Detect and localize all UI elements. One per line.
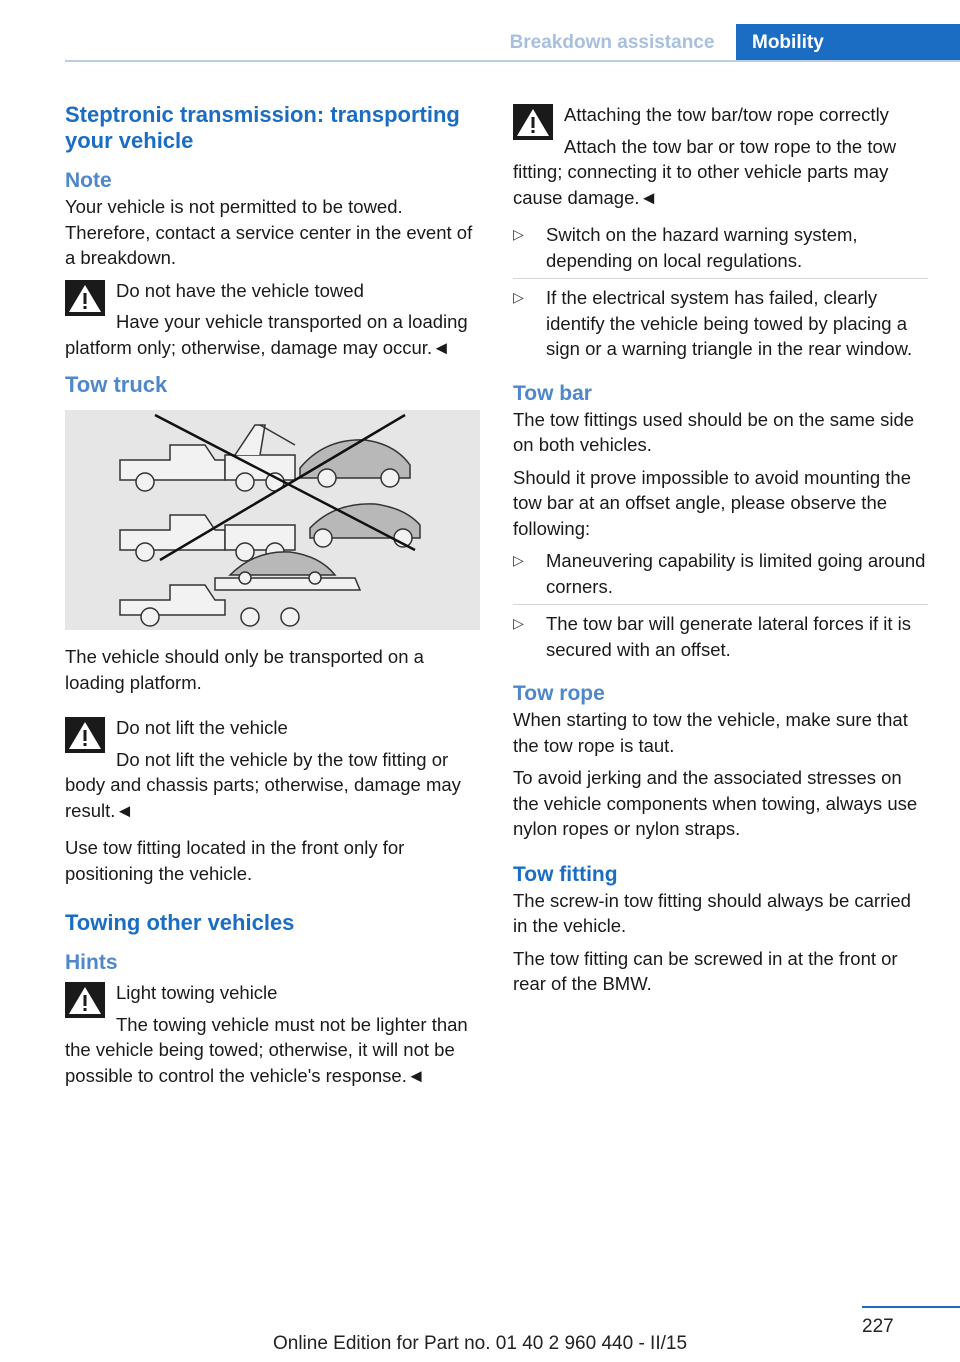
tow-fitting-text-2: The tow fitting can be screwed in at the front or rear of the BMW. [513,947,898,994]
warning-body: Do not lift the vehicle by the tow fitting or body and chassis parts; otherwise, damage may result.◄ [65,748,461,821]
edition-footer: Online Edition for Part no. 01 40 2 960 440 - II/15 [272,1333,688,1354]
list-item: ▷ Maneuvering capability is limited going around corners. [513,548,928,605]
tow-truck-drawing [65,410,480,630]
header-tab-breakdown[interactable]: Breakdown assistance [509,32,715,53]
heading-note: Note [65,169,112,192]
heading-tow-rope: Tow rope [513,682,605,705]
heading-tow-fitting: Tow fitting [513,862,618,886]
list-item: ▷ If the electrical system has failed, clearly identify the vehicle being towed by placing a sign or a warning triangle in the rear window. [513,285,928,367]
warning-title: Attaching the tow bar/tow rope correctly [564,104,889,125]
tow-bar-text-1: The tow fittings used should be on the same side on both vehicles. [513,408,915,455]
right-column [513,102,928,1004]
warning-attach-tow-bar [513,102,928,210]
warning-triangle-icon [513,104,553,140]
tow-rope-text-1: When starting to tow the vehicle, make sure that the tow rope is taut. [513,709,908,756]
header-rule [65,60,960,62]
heading-tow-truck: Tow truck [65,372,168,397]
warning-body: The towing vehicle must not be lighter than the vehicle being towed; otherwise, it will not be possible to control the vehicle's response.◄ [65,1013,468,1086]
tow-bar-bullet-list [513,548,928,667]
list-item: ▷ Switch on the hazard warning system, depending on local regulations. [513,222,928,279]
heading-tow-bar: Tow bar [513,381,592,405]
heading-steptronic: Steptronic transmission: transporting your vehicle [65,102,460,153]
tow-bar-text-2: Should it prove impossible to avoid mounting the tow bar at an offset angle, please observe the following: [513,466,911,539]
heading-towing-other: Towing other vehicles [65,910,295,935]
loading-platform-text: The vehicle should only be transported on a loading platform. [65,646,424,693]
footer-rule [862,1306,960,1308]
front-fitting-text: Use tow fitting located in the front only for positioning the vehicle. [65,837,405,884]
tow-fitting-text-1: The screw-in tow fitting should always be carried in the vehicle. [513,889,911,936]
warning-not-towed [65,278,483,361]
warning-title: Do not have the vehicle towed [116,279,364,301]
note-text: Your vehicle is not permitted to be towed. Therefore, contact a service center in the event of a breakdown. [65,196,473,268]
heading-hints: Hints [65,951,118,974]
warning-triangle-icon [65,982,105,1018]
hazard-bullet-list [513,222,928,367]
warning-light-towing [65,980,483,1088]
page-number: 227 [862,1316,894,1337]
header-tab-mobility[interactable]: Mobility [736,24,960,62]
warning-do-not-lift [65,715,483,823]
tow-rope-text-2: To avoid jerking and the associated stresses on the vehicle components when towing, always use nylon ropes or nylon straps. [513,767,918,839]
warning-triangle-icon [65,717,105,753]
left-column [65,102,483,1100]
warning-title: Do not lift the vehicle [116,717,288,738]
tow-truck-illustration [65,410,480,630]
list-item: ▷ The tow bar will generate lateral forces if it is secured with an offset. [513,611,928,667]
warning-body: Attach the tow bar or tow rope to the tow fitting; connecting it to other vehicle parts may cause damage.◄ [513,135,897,208]
warning-title: Light towing vehicle [116,982,278,1003]
warning-body: Have your vehicle transported on a loading platform only; otherwise, damage may occur.◄ [65,311,468,358]
warning-triangle-icon [65,280,105,316]
